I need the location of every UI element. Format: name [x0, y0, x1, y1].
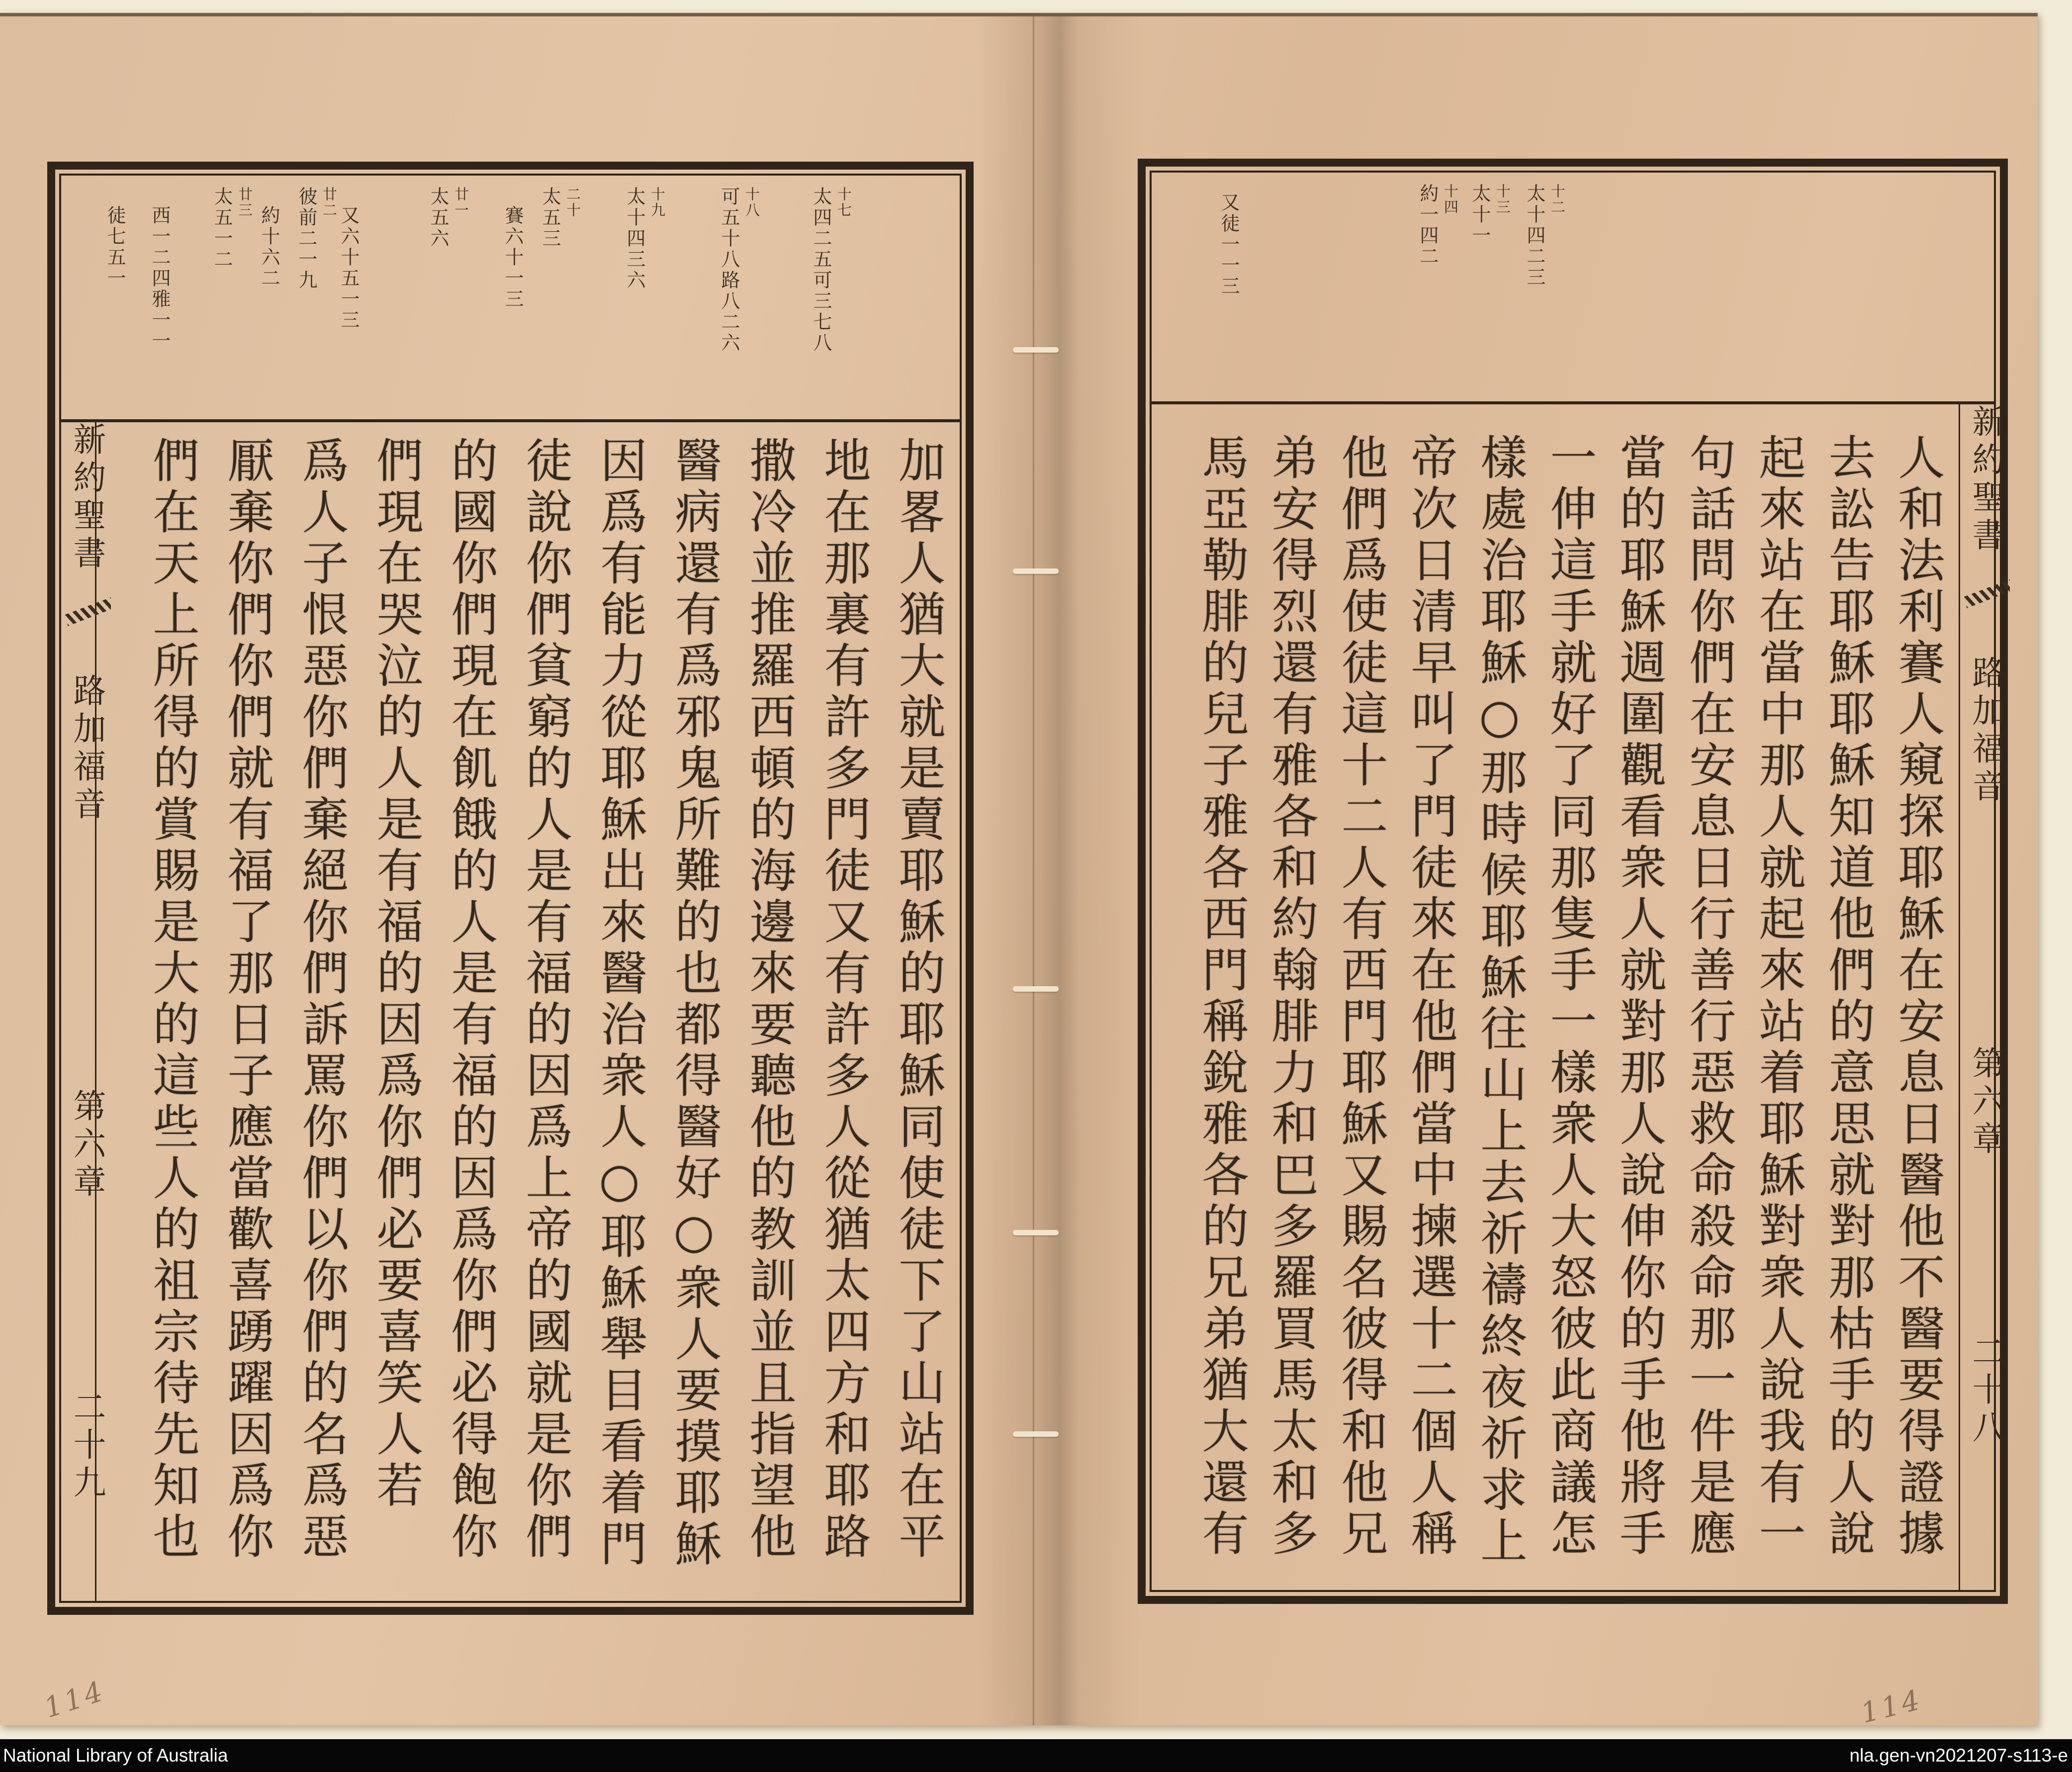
reference-text: 約十六二 [258, 205, 280, 289]
text-column: 馬亞勒腓的兒子雅各西門稱銳雅各的兄弟猶大還有 [1194, 433, 1248, 1560]
reference-item [103, 205, 126, 289]
left-page-inner-border [59, 174, 962, 1603]
reference-text: 又六十五一三 [338, 205, 360, 331]
text-column: 加畧人猶大就是賣耶穌的耶穌同使徒下了山站在平 [891, 436, 945, 1563]
margin-book: 路加福音 [68, 673, 106, 825]
reference-text: 徒七五一 [104, 205, 126, 289]
right-page-inner-border [1150, 171, 2005, 1592]
binding-stitch [1013, 347, 1059, 353]
reference-item [810, 187, 855, 354]
reference-item [148, 205, 171, 352]
reference-text: 太五三 [539, 187, 561, 249]
text-column: 他們爲使徒這十二人有西門耶穌又賜名彼得和他兄 [1333, 433, 1387, 1560]
reference-verse: 廿二 [321, 187, 338, 218]
text-column: 爲人子恨惡你們棄絕你們訴罵你們以你們的名爲惡 [294, 436, 348, 1563]
pencil-mark-left: 114 [40, 1675, 109, 1725]
left-page-text [103, 436, 955, 1584]
binding-stitch [1013, 1431, 1059, 1437]
reference-item [295, 187, 341, 291]
reference-verse: 廿一 [452, 187, 469, 218]
footer-id-label: nla.gen-vn2021207-s113-e [1849, 1745, 2068, 1766]
text-column: 弟安得烈還有雅各和約翰腓力和巴多羅買馬太和多 [1263, 433, 1318, 1560]
left-page-body [61, 422, 960, 1601]
left-page-margin [61, 422, 106, 1601]
reference-text: 賽六十一三 [502, 205, 524, 310]
footer-bar [0, 1739, 2072, 1772]
pencil-mark-right: 114 [1857, 1683, 1926, 1730]
reference-text: 太十四三六 [624, 187, 645, 291]
reference-text: 太十一 [1469, 184, 1491, 246]
binding-stitch [1013, 568, 1059, 574]
text-column: 起來站在當中那人就起來站着耶穌對衆人說我有一 [1751, 433, 1805, 1560]
reference-item [1217, 192, 1240, 297]
text-column: 句話問你們在安息日行善行惡救命殺命那一件是應 [1681, 433, 1735, 1560]
margin-title: 新約聖書 [1967, 404, 2005, 556]
text-column: 的國你們現在飢餓的人是有福的因爲你們必得飽你 [443, 436, 497, 1563]
reference-item [1523, 184, 1569, 288]
fold-line [1033, 16, 1034, 1725]
reference-verse: 十八 [743, 187, 760, 218]
margin-title: 新約聖書 [68, 422, 106, 573]
left-reference-box [61, 176, 960, 422]
text-column: 人和法利賽人窺探耶穌在安息日醫他不醫要得證據 [1890, 433, 1944, 1560]
right-page-text [1157, 433, 1952, 1575]
reference-item [258, 205, 280, 289]
reference-verse: 十九 [649, 187, 666, 218]
right-reference-box [1152, 173, 1994, 404]
margin-chapter: 第六章 [68, 1089, 106, 1202]
text-column: 醫病還有爲邪鬼所難的也都得醫好○衆人要摸耶穌 [667, 436, 721, 1571]
text-column: 徒說你們貧窮的人是有福的因爲上帝的國就是你們 [518, 436, 572, 1563]
text-column: 撒冷並推羅西頓的海邊來要聽他的教訓並且指望他 [741, 436, 796, 1563]
reference-text: 太四二五可三七八 [810, 187, 832, 354]
text-column: 們在天上所得的賞賜是大的這些人的祖宗待先知也 [145, 436, 199, 1563]
right-page-body [1152, 404, 2005, 1590]
reference-text: 彼前二一九 [295, 187, 317, 291]
reference-item [623, 187, 669, 291]
text-column: 因爲有能力從耶穌出來醫治衆人○耶穌舉目看着門 [592, 436, 646, 1571]
margin-chapter: 第六章 [1967, 1046, 2005, 1159]
reference-item [718, 187, 763, 354]
reference-verse: 十三 [1494, 184, 1511, 215]
right-page-margin [1959, 404, 2005, 1590]
text-column: 一伸這手就好了同那隻手一樣衆人大怒彼此商議怎 [1542, 433, 1596, 1560]
book-spread-paper [0, 13, 2038, 1730]
reference-verse: 十二 [1549, 184, 1566, 215]
reference-text: 西一二四雅一一 [149, 205, 171, 352]
reference-text: 太五六 [427, 187, 449, 249]
binding-stitch [1013, 986, 1059, 992]
reference-verse: 十七 [835, 187, 852, 218]
text-column: 厭棄你們你們就有福了那日子應當歡喜踴躍因爲你 [219, 436, 273, 1563]
text-column: 地在那裏有許多門徒又有許多人從猶太四方和耶路 [816, 436, 870, 1563]
reference-item [1468, 184, 1514, 246]
reference-item [539, 187, 584, 249]
text-column: 去訟告耶穌耶穌知道他們的意思就對那枯手的人說 [1820, 433, 1875, 1560]
margin-page-number: 二十八 [1967, 1334, 2005, 1448]
reference-item [1416, 184, 1462, 267]
reference-text: 約一四二 [1417, 184, 1439, 267]
text-column: 帝次日清早叫了門徒來在他們當中揀選十二個人稱 [1403, 433, 1457, 1560]
text-column: 們現在哭泣的人是有福的因爲你們必要喜笑人若 [368, 436, 423, 1512]
reference-item [501, 205, 524, 310]
text-column: 當的耶穌週圍觀看衆人就對那人說伸你的手他將手 [1612, 433, 1666, 1560]
left-page-frame [47, 162, 974, 1615]
reference-text: 又徒一一三 [1218, 192, 1240, 297]
reference-text: 太十四二三 [1524, 184, 1545, 288]
margin-book: 路加福音 [1967, 655, 2005, 807]
binding-stitch [1013, 1230, 1059, 1235]
page-gutter [977, 16, 1141, 1725]
footer-library-label: National Library of Australia [3, 1745, 228, 1766]
reference-verse: 二十 [564, 187, 581, 218]
reference-item [427, 187, 472, 249]
reference-item [210, 187, 256, 270]
text-column: 樣處治耶穌○那時候耶穌往山上去祈禱終夜祈求上 [1472, 433, 1527, 1568]
reference-text: 可五十八路八二六 [718, 187, 740, 354]
ornament-icon [1964, 579, 2010, 608]
reference-verse: 十四 [1442, 184, 1459, 215]
reference-text: 太五一二 [211, 187, 233, 270]
reference-verse: 廿三 [236, 187, 253, 218]
right-page-frame [1138, 159, 2008, 1604]
margin-page-number: 二十九 [68, 1390, 106, 1503]
